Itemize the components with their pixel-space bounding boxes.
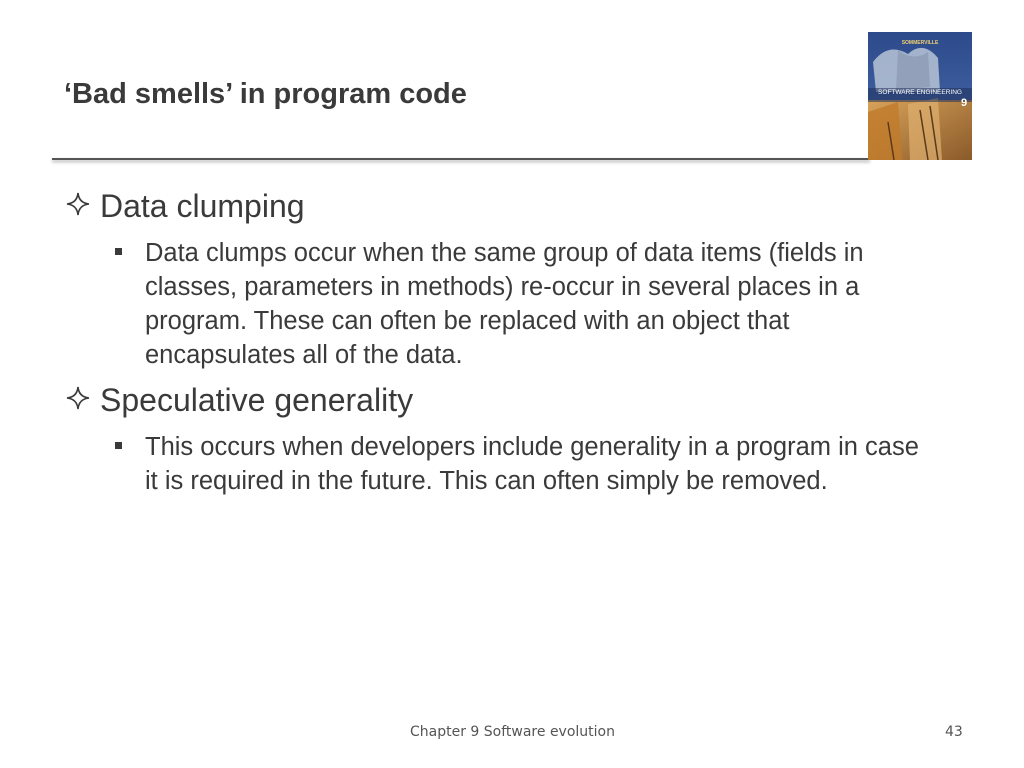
bullet-heading: Speculative generality [100, 382, 414, 418]
cover-author-text: SOMMERVILLE [901, 40, 939, 46]
book-cover-image [868, 32, 972, 160]
bullet-data-clumping [64, 186, 964, 226]
square-bullet-icon [115, 442, 122, 449]
page-number: 43 [945, 724, 963, 740]
bullet-speculative-generality [64, 380, 964, 420]
cover-edition-text: 9 [960, 97, 968, 109]
bullet-heading: Data clumping [100, 188, 305, 224]
footer-chapter: Chapter 9 Software evolution [410, 724, 615, 740]
title-divider [52, 158, 870, 160]
square-bullet-icon [115, 248, 122, 255]
four-point-star-icon [64, 190, 92, 218]
slide-title: ‘Bad smells’ in program code [64, 78, 467, 110]
cover-title-text: SOFTWARE ENGINEERING [878, 89, 962, 96]
four-point-star-icon [64, 384, 92, 412]
sub-bullet-text: This occurs when developers include generality in a program in case it is required in the future. This can often simply be removed. [145, 433, 919, 495]
sub-bullet-text: Data clumps occur when the same group of data items (fields in classes, parameters in methods) re-occur in several places in a program. These can often be replaced with an object that encapsulates all of the data. [145, 239, 864, 369]
sub-bullet-speculative-generality [145, 430, 964, 498]
slide-content [64, 186, 964, 506]
sub-bullet-data-clumping [145, 236, 964, 372]
